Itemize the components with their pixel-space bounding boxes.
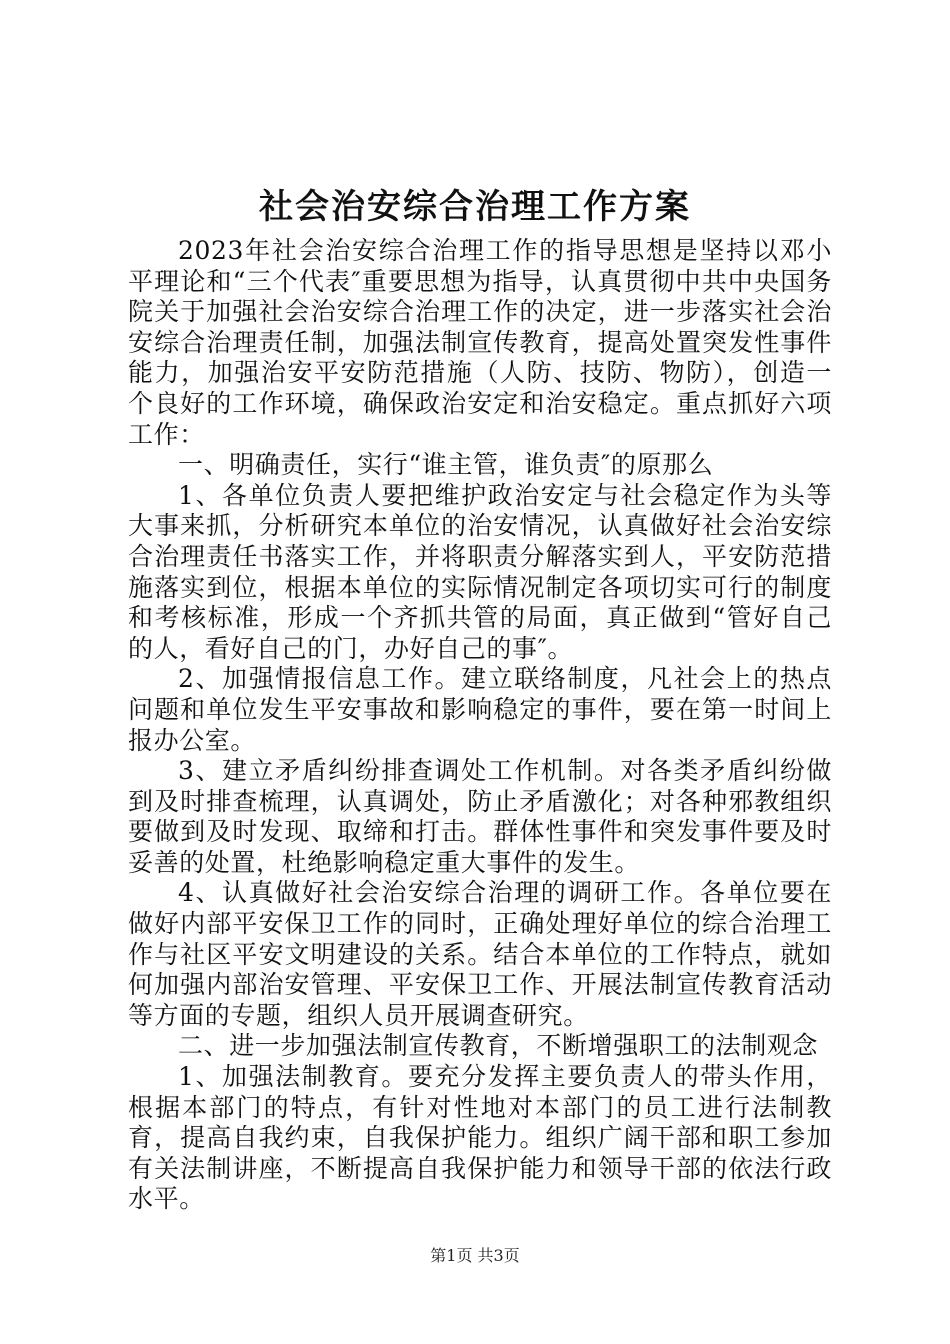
paragraph-1-4: 4、认真做好社会治安综合治理的调研工作。各单位要在做好内部平安保卫工作的同时，正确处理好单位的综合治理工作与社区平安文明建设的关系。结合本单位的工作特点，就如何加强内部治安管理、平安保卫工作、开展法制宣传教育活动等方面的专题，组织人员开展调查研究。	[128, 878, 832, 1030]
paragraph-2-1: 1、加强法制教育。要充分发挥主要负责人的带头作用，根据本部门的特点，有针对性地对本部门的员工进行法制教育，提高自我约束，自我保护能力。组织广阔干部和职工参加有关法制讲座，不断提高自我保护能力和领导干部的依法行政水平。	[128, 1062, 832, 1214]
paragraph-1-1: 1、各单位负责人要把维护政治安定与社会稳定作为头等大事来抓，分析研究本单位的治安情况，认真做好社会治安综合治理责任书落实工作，并将职责分解落实到人，平安防范措施落实到位，根据本单位的实际情况制定各项切实可行的制度和考核标准，形成一个齐抓共管的局面，真正做到“管好自己的人，看好自己的门，办好自己的事″。	[128, 480, 832, 663]
document-body	[128, 236, 832, 1215]
paragraph-guiding-thought: 2023年社会治安综合治理工作的指导思想是坚持以邓小平理论和“三个代表″重要思想为指导，认真贯彻中共中央国务院关于加强社会治安综合治理工作的决定，进一步落实社会治安综合治理责任制，加强法制宣传教育，提高处置突发性事件能力，加强治安平安防范措施（人防、技防、物防），创造一个良好的工作环境，确保政治安定和治安稳定。重点抓好六项工作：	[128, 236, 832, 449]
section-heading-1: 一、明确责任，实行“谁主管，谁负责″的原那么	[178, 450, 714, 480]
document-title: 社会治安综合治理工作方案	[259, 187, 691, 227]
paragraph-1-3: 3、建立矛盾纠纷排查调处工作机制。对各类矛盾纠纷做到及时排查梳理，认真调处，防止矛盾激化；对各种邪教组织要做到及时发现、取缔和打击。群体性事件和突发事件要及时妥善的处置，杜绝影响稳定重大事件的发生。	[128, 756, 832, 877]
section-heading-2: 二、进一步加强法制宣传教育，不断增强职工的法制观念	[178, 1031, 819, 1061]
paragraph-1-2: 2、加强情报信息工作。建立联络制度，凡社会上的热点问题和单位发生平安事故和影响稳定的事件，要在第一时间上报办公室。	[128, 664, 832, 755]
page-number-footer: 第1页 共3页	[430, 1246, 520, 1265]
